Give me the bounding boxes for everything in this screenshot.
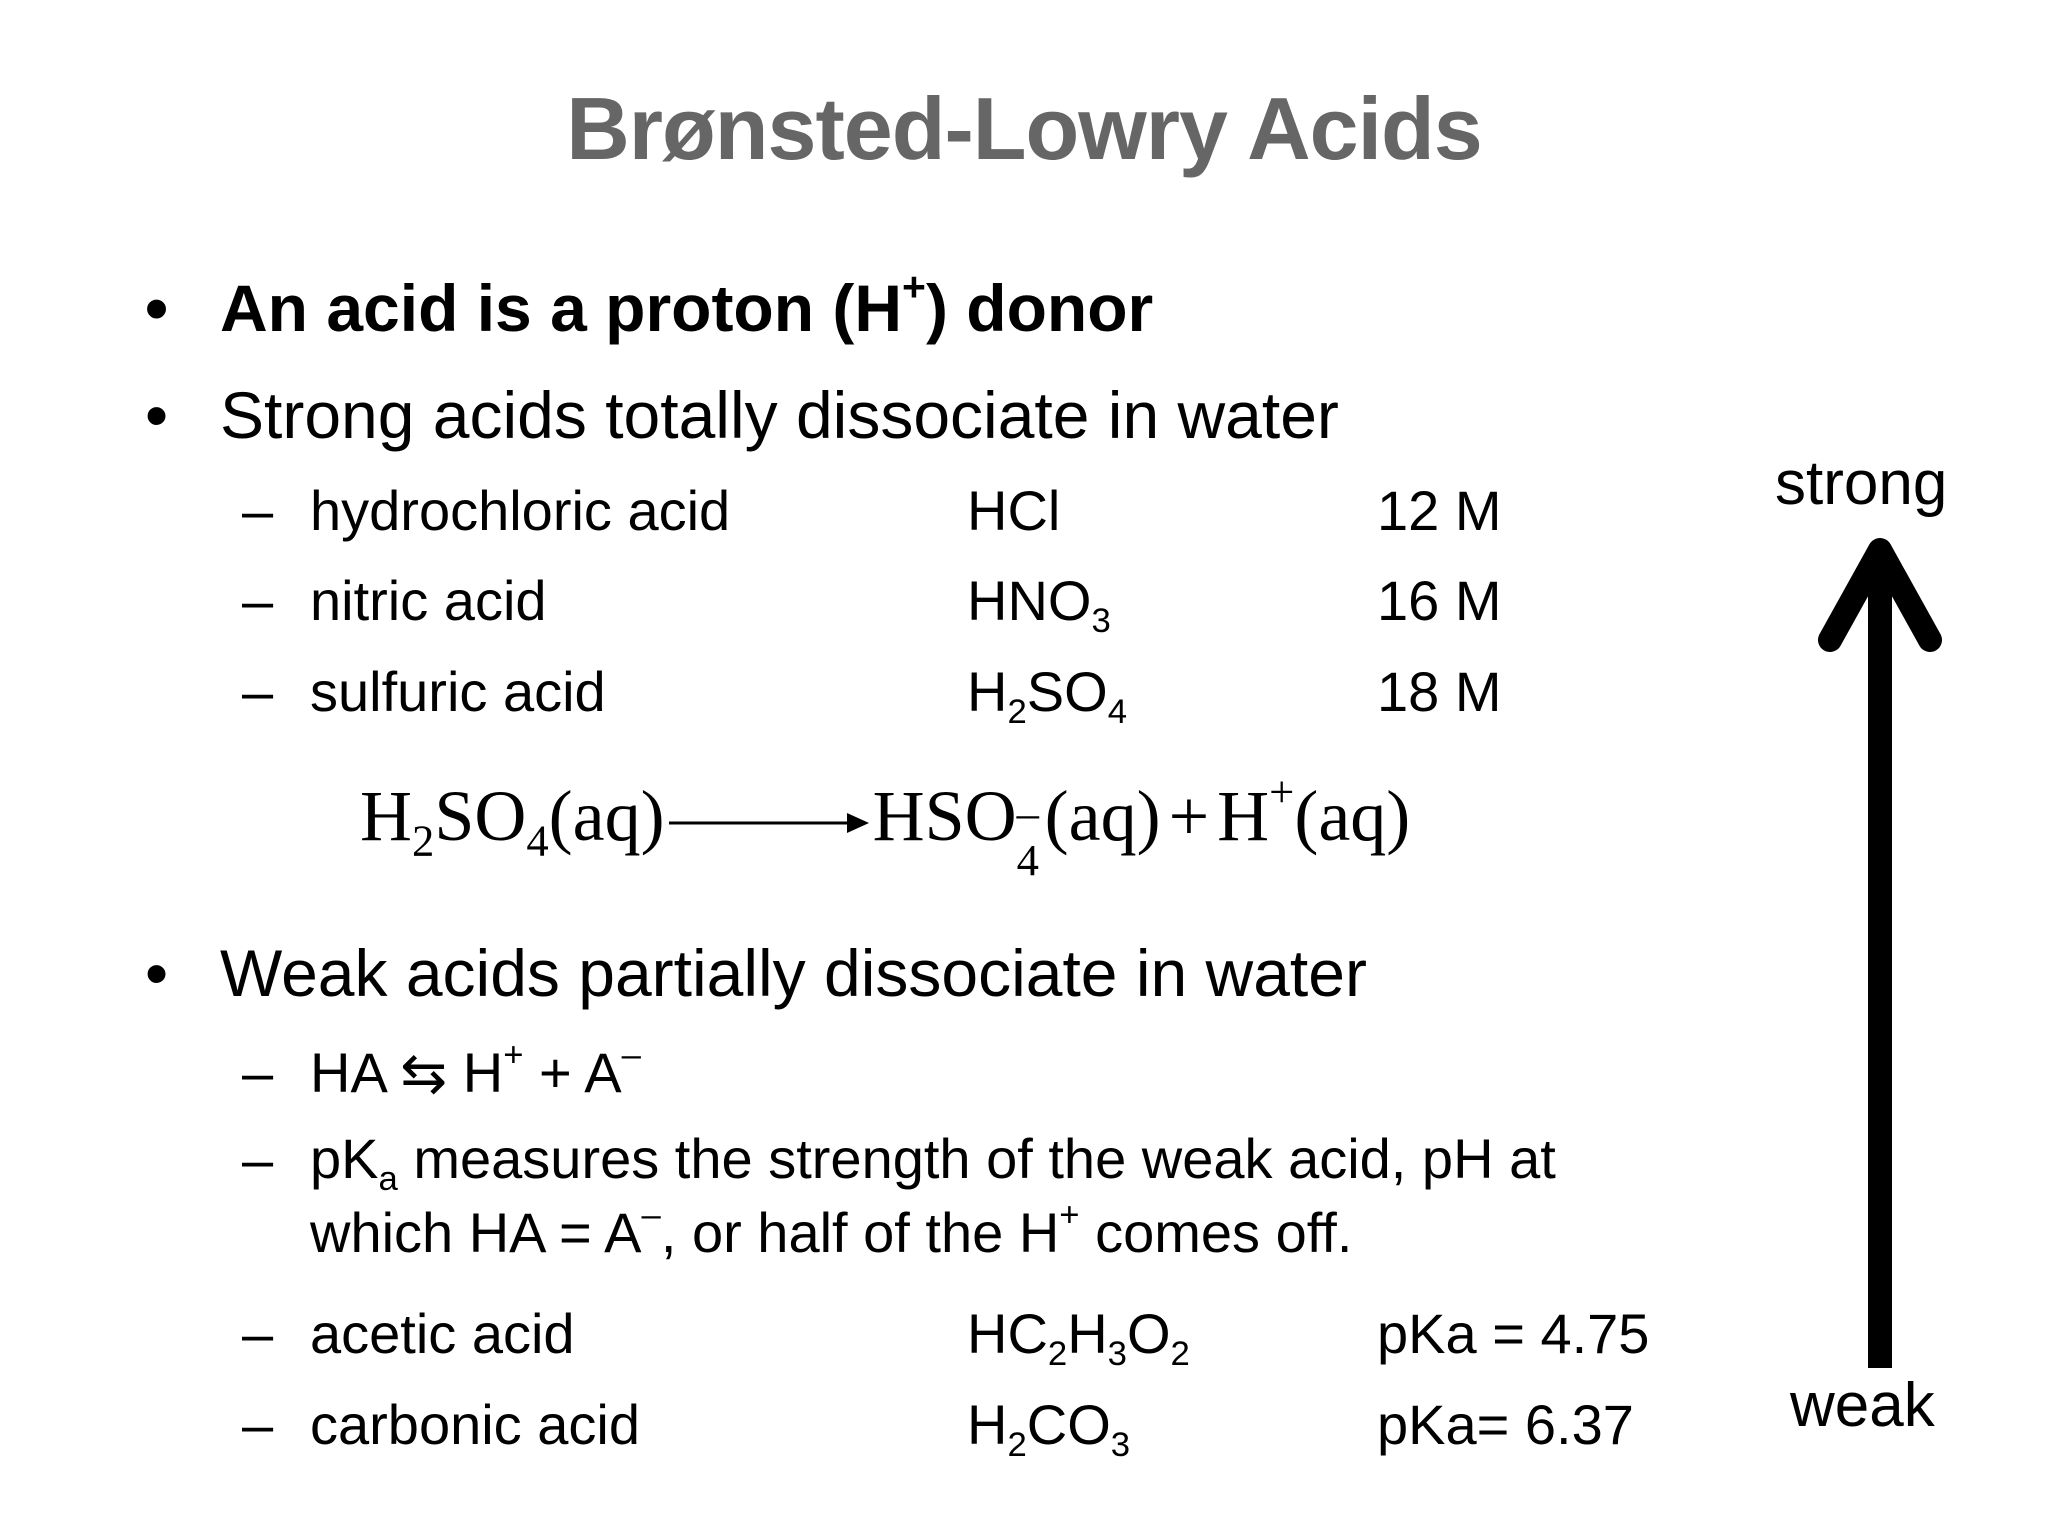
strong-acids-text: Strong acids totally dissociate in water: [220, 378, 1339, 452]
scale-label-weak: weak: [1790, 1371, 1935, 1440]
acid-formula: $HNO_3$: [967, 569, 1111, 641]
acid-formula: $H_2SO_4$: [967, 660, 1127, 732]
pka-note-text: $pK_a$ measures the strength of the weak acid, pH at which HA = A–, or half of the H+ comes off.: [310, 1127, 1556, 1264]
acid-concentration: 18 M: [1377, 660, 1502, 723]
dissociation-equation: $H_2SO_4(aq)$ HSO – 4 (aq) + H+(aq): [360, 766, 1411, 886]
bullet-marker: •: [145, 271, 169, 345]
dash-marker: –: [242, 569, 274, 632]
h-plus-sup: +: [902, 263, 926, 310]
bullet-marker: •: [145, 936, 169, 1010]
scale-label-strong: strong: [1775, 449, 1948, 518]
acid-name: nitric acid: [310, 569, 547, 632]
dash-marker: –: [242, 660, 274, 723]
acid-concentration: 12 M: [1377, 479, 1502, 542]
equilibrium-text: HA ⇆ H+ + A–: [310, 1035, 641, 1104]
acid-name: carbonic acid: [310, 1393, 640, 1456]
acid-definition-text: An acid is a proton (H: [220, 271, 903, 345]
acid-name: hydrochloric acid: [310, 479, 731, 542]
bullet-marker: •: [145, 378, 169, 452]
acid-name: acetic acid: [310, 1302, 575, 1365]
dash-marker: –: [242, 479, 274, 542]
acid-pka: pKa = 4.75: [1377, 1302, 1650, 1365]
acid-concentration: 16 M: [1377, 569, 1502, 632]
strength-arrow-icon: [1800, 530, 2000, 1370]
acid-name: sulfuric acid: [310, 660, 606, 723]
dash-marker: –: [242, 1302, 274, 1365]
reaction-arrow-icon: [669, 808, 869, 838]
dash-marker: –: [242, 1041, 274, 1104]
acid-pka: pKa= 6.37: [1377, 1393, 1634, 1456]
acid-formula: $H_2CO_3$: [967, 1393, 1131, 1465]
acid-formula: $HC_2H_3O_2$: [967, 1302, 1190, 1374]
weak-acids-text: Weak acids partially dissociate in water: [220, 936, 1367, 1010]
bullet-strong-acids: [145, 378, 1339, 452]
acid-definition-end: ) donor: [925, 271, 1154, 345]
bullet-weak-acids: [145, 936, 1367, 1010]
dash-marker: –: [242, 1393, 274, 1456]
acid-formula: HCl: [967, 479, 1061, 542]
dash-marker: –: [242, 1128, 274, 1191]
bullet-acid-definition: [145, 263, 1154, 345]
slide-title: Brønsted-Lowry Acids: [566, 79, 1482, 178]
